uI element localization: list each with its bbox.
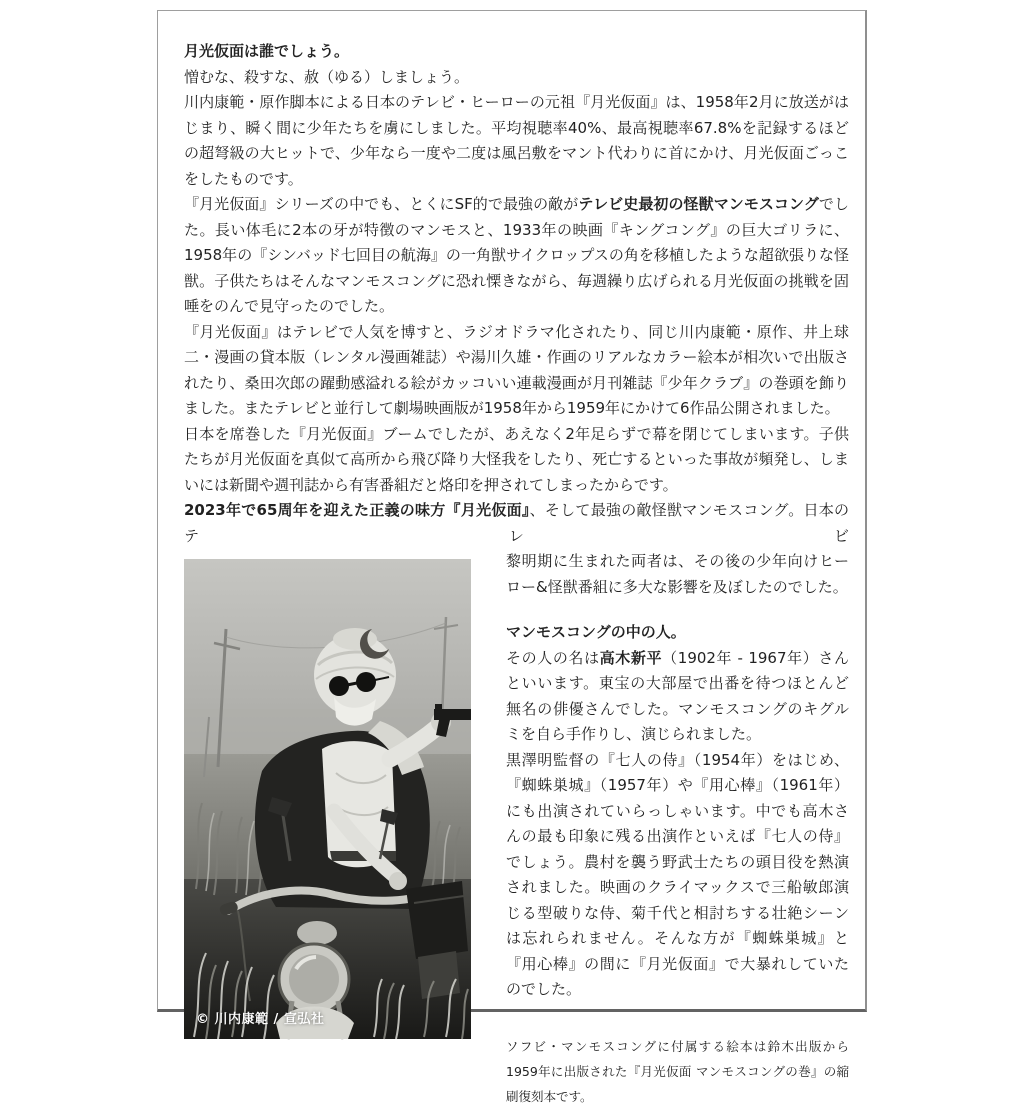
photo-figure — [184, 559, 471, 1039]
paragraph-boom-end: 日本を席巻した『月光仮面』ブームでしたが、あえなく2年足らずで幕を閉じてしまいます。子供たちが月光仮面を真似て高所から飛び降り大怪我をしたり、死亡するといった事故が頻発し、しまいには新聞や週刊誌から有害番組だと烙印を押されてしまったからです。 — [184, 424, 849, 494]
article-title: 月光仮面は誰でしょう。 — [184, 42, 350, 60]
paragraph-mammoth-kong-bold: テレビ史最初の怪獣マンモスコング — [578, 195, 819, 213]
paragraph-mammoth-kong — [184, 192, 849, 320]
paragraph-origin: 川内康範・原作脚本による日本のテレビ・ヒーローの元祖『月光仮面』は、1958年2月に放送がはじまり、瞬く間に少年たちを虜にしました。平均視聴率40%、最高視聴率67.8%を記録するほどの超弩級の大ヒットで、少年なら一度や二度は風呂敷をマント代わりに首にかけ、月光仮面ごっこをしたものです。 — [184, 93, 849, 188]
paragraph-influence: 黎明期に生まれた両者は、その後の少年向けヒーロー&怪獣番組に多大な影響を及ぼしたのでした。 — [506, 552, 849, 596]
paragraph-takagi-pre: その人の名は — [506, 648, 600, 667]
paragraph-mammoth-kong-post: でした。長い体毛に2本の牙が特徴のマンモスと、1933年の映画『キングコング』の巨大ゴリラに、1958年の『シンバッド七回目の航海』の一角獣サイクロップスの角を移植したような超欲張りな怪獣。子供たちはそんなマンモスコングに恐れ慄きながら、毎週繰り広げられる月光仮面の挑戦を固唾をのんで見守ったのでした。 — [184, 195, 849, 315]
lead-line-rest: 、そして最強の敵怪獣マンモスコング。日本のテレビ — [184, 501, 849, 545]
paragraph-media-expansion: 『月光仮面』はテレビで人気を博すと、ラジオドラマ化されたり、同じ川内康範・原作、井上球二・漫画の貸本版（レンタル漫画雑誌）や湯川久雄・作画のリアルなカラー絵本が相次いで出版されたり、桑田次郎の躍動感溢れる絵がカッコいい連載漫画が月刊雑誌『少年クラブ』の巻頭を飾りました。またテレビと並行して劇場映画版が1958年から1959年にかけて6作品公開されました。 — [184, 322, 849, 417]
paragraph-takagi-bold: 高木新平 — [599, 648, 663, 667]
paragraph-mammoth-kong-pre: 『月光仮面』シリーズの中でも、とくにSF的で最強の敵が — [184, 195, 579, 213]
lead-line-65th-anniversary — [184, 498, 849, 549]
paragraph-takagi — [506, 646, 849, 748]
paragraph-takagi-post: （1902年 - 1967年）さんといいます。東宝の大部屋で出番を待つほとんど無名の俳優さんでした。マンモスコングのキグルミを自ら手作りし、演じられました。 — [506, 648, 849, 743]
section-heading-inside-kong: マンモスコングの中の人。 — [506, 623, 686, 641]
article-card — [157, 10, 867, 1104]
photo-and-column-section — [184, 549, 849, 1109]
photo-caption: © 川内康範 / 宣弘社 — [196, 1012, 325, 1027]
right-text-column — [506, 549, 849, 1109]
moonlight-mask-motorcycle-photo — [184, 559, 471, 1039]
footnote-sofvi: ソフビ・マンモスコングに付属する絵本は鈴木出版から1959年に出版された『月光仮面 マンモスコングの巻』の縮刷復刻本です。 — [506, 1038, 849, 1104]
paragraph-films: 黒澤明監督の『七人の侍』（1954年）をはじめ、『蜘蛛巣城』（1957年）や『用心棒』（1961年）にも出演されていらっしゃいます。中でも高木さんの最も印象に残る出演作といえば『七人の侍』でしょう。農村を襲う野武士たちの頭目役を熱演されました。映画のクライマックスで三船敏郎演じる型破りな侍、菊千代と相討ちする壮絶シーンは忘れられません。そんな方が『蜘蛛巣城』と『用心棒』の間に『月光仮面』で大暴れしていたのでした。 — [506, 750, 849, 998]
paragraph-motto: 憎むな、殺すな、赦（ゆる）しましょう。 — [184, 67, 470, 86]
lead-line-bold: 2023年で65周年を迎えた正義の味方『月光仮面』 — [184, 501, 530, 519]
